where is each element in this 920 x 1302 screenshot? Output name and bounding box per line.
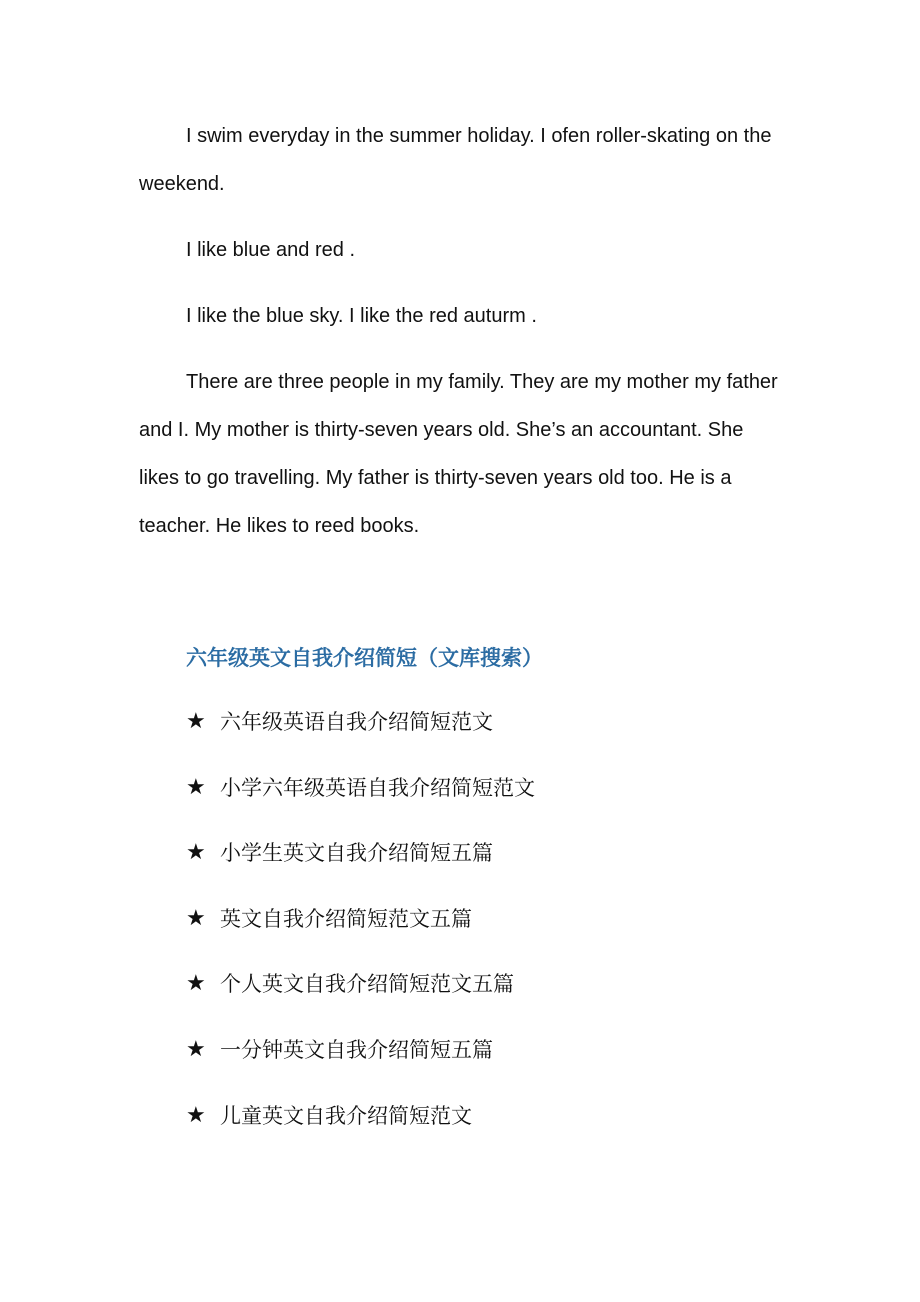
related-link-item[interactable] (186, 964, 535, 1030)
related-search-title[interactable]: 六年级英文自我介绍简短（文库搜索） (186, 646, 543, 670)
star-icon: ★ (186, 840, 206, 866)
related-link-item[interactable] (186, 1030, 535, 1096)
related-link-item[interactable] (186, 833, 535, 899)
star-icon: ★ (186, 1036, 206, 1062)
related-link-label[interactable]: 六年级英语自我介绍简短范文 (220, 710, 493, 734)
related-link-label[interactable]: 个人英文自我介绍简短范文五篇 (220, 972, 514, 997)
star-icon: ★ (186, 971, 206, 997)
related-link-item[interactable] (186, 768, 535, 834)
related-link-label[interactable]: 英文自我介绍简短范文五篇 (220, 906, 472, 931)
related-links-list (186, 702, 535, 1161)
paragraph-colors: I like blue and red . (186, 239, 355, 261)
star-icon: ★ (186, 905, 206, 931)
star-icon: ★ (186, 1102, 206, 1128)
related-link-label[interactable]: 儿童英文自我介绍简短范文 (220, 1103, 472, 1128)
related-link-label[interactable]: 小学生英文自我介绍简短五篇 (220, 841, 493, 866)
related-link-item[interactable] (186, 1096, 535, 1162)
related-link-item[interactable] (186, 899, 535, 965)
paragraph-family: There are three people in my family. They are my mother my father and I. My mother is thirty-seven years old. She’s an accountant. She likes to go travelling. My father is thirty-seven years old too. He is a teacher. He likes to reed books. (139, 371, 778, 537)
star-icon: ★ (186, 709, 206, 734)
star-icon: ★ (186, 774, 206, 800)
related-link-label[interactable]: 小学六年级英语自我介绍简短范文 (220, 775, 535, 800)
related-link-label[interactable]: 一分钟英文自我介绍简短五篇 (220, 1037, 493, 1062)
paragraph-sky-autumn: I like the blue sky. I like the red auturm . (186, 305, 537, 327)
related-link-item[interactable] (186, 702, 535, 768)
paragraph-hobbies: I swim everyday in the summer holiday. I ofen roller-skating on the weekend. (139, 125, 772, 195)
